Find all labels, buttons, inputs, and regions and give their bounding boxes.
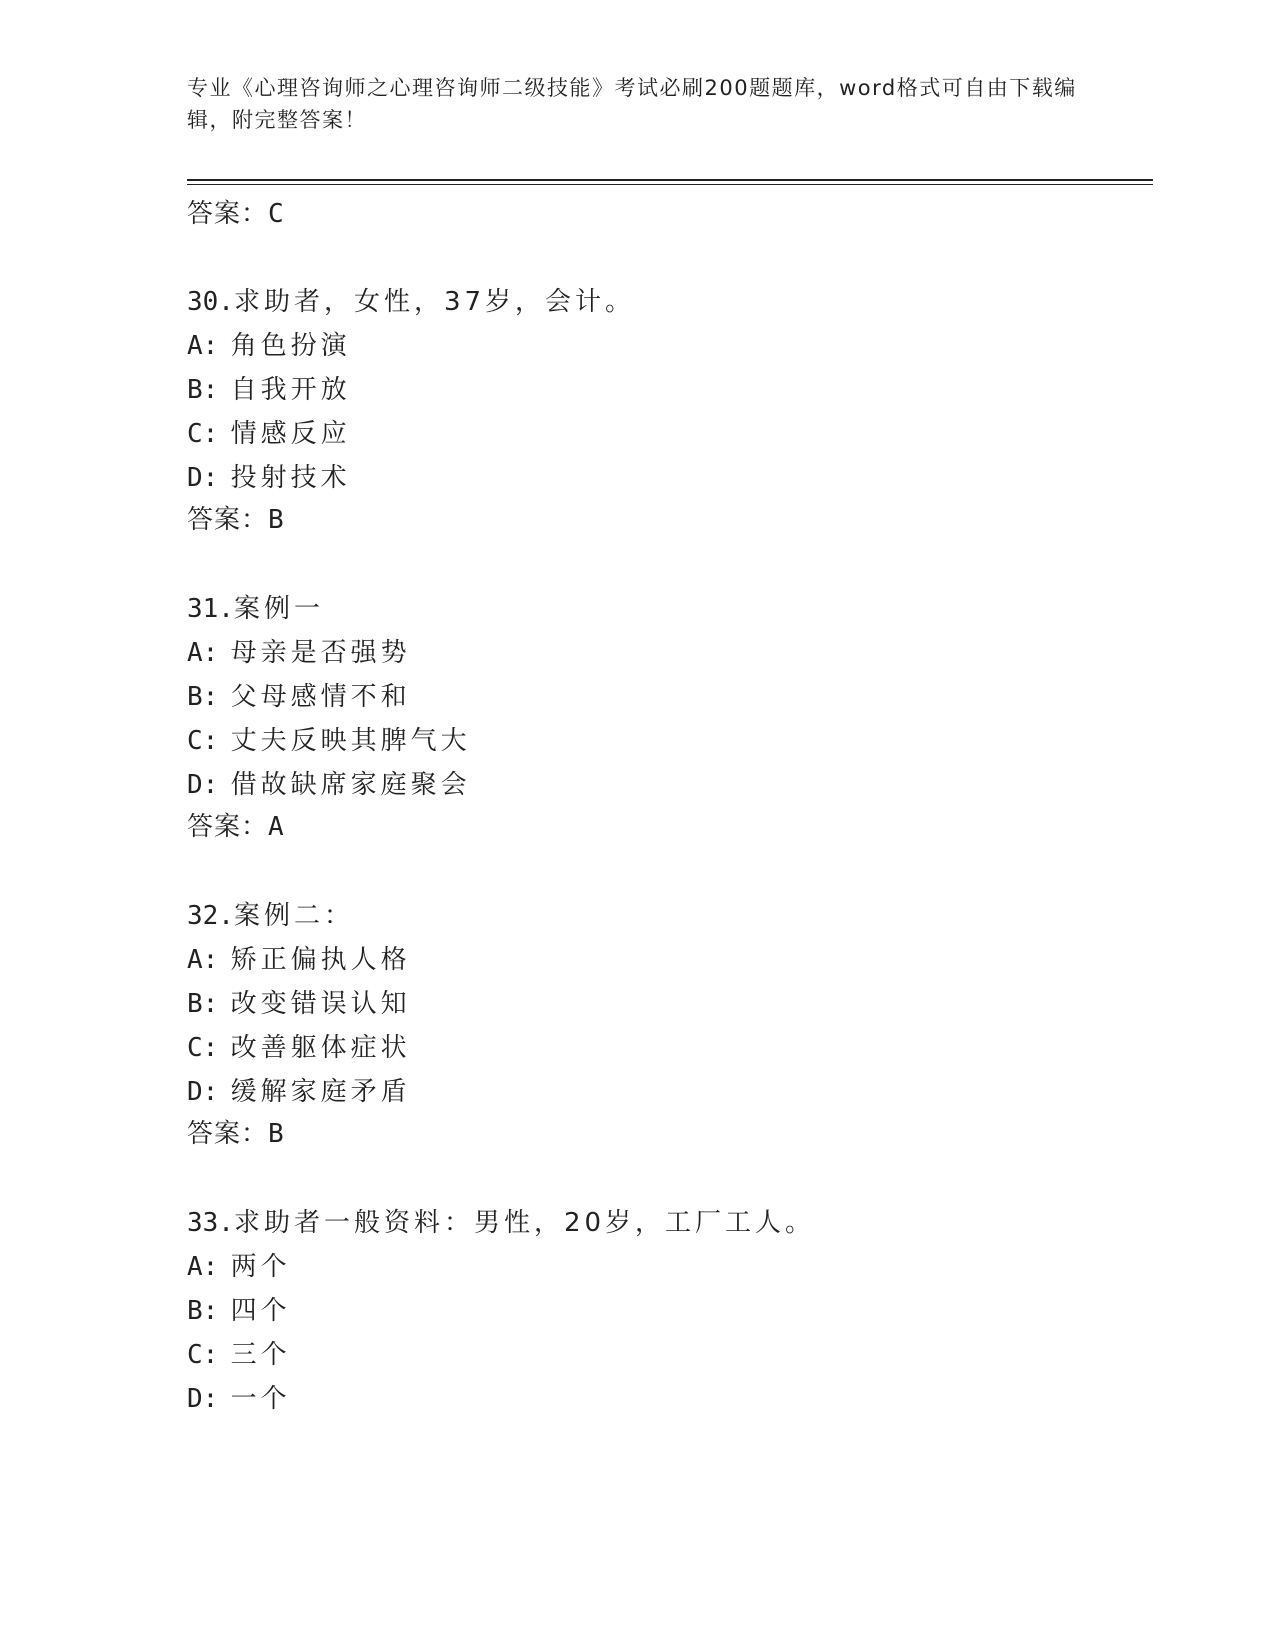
option-text: 借故缺席家庭聚会	[230, 770, 471, 800]
option-a	[187, 939, 411, 976]
option-key: B:	[187, 375, 219, 405]
answer-label: 答案：	[187, 199, 269, 229]
option-d	[187, 1378, 291, 1415]
option-b	[187, 983, 411, 1020]
option-key: C:	[187, 1340, 219, 1370]
option-a	[187, 325, 351, 362]
option-text: 自我开放	[230, 375, 351, 405]
option-key: B:	[187, 682, 219, 712]
answer-label: 答案：	[187, 1119, 269, 1149]
option-b	[187, 676, 411, 713]
option-b	[187, 1290, 291, 1327]
option-text: 角色扮演	[230, 331, 351, 361]
option-text: 矫正偏执人格	[230, 945, 411, 975]
header-rule-thin	[187, 184, 1153, 185]
option-text: 三个	[230, 1340, 291, 1370]
question-stem	[187, 281, 635, 318]
question-stem	[187, 1202, 815, 1239]
option-a	[187, 1246, 291, 1283]
answer-line	[187, 499, 285, 536]
question-text: 求助者，女性，37岁，会计。	[233, 287, 636, 317]
option-text: 投射技术	[230, 463, 351, 493]
option-text: 情感反应	[230, 419, 351, 449]
question-text: 案例二：	[233, 901, 354, 931]
answer-line	[187, 193, 285, 230]
question-number: 31.	[187, 594, 234, 624]
option-key: D:	[187, 463, 219, 493]
question-stem	[187, 588, 324, 625]
option-a	[187, 632, 411, 669]
header-rule	[187, 179, 1153, 181]
option-text: 母亲是否强势	[230, 638, 411, 668]
answer-label: 答案：	[187, 812, 269, 842]
option-key: A:	[187, 945, 219, 975]
option-key: D:	[187, 770, 219, 800]
option-key: D:	[187, 1077, 219, 1107]
question-number: 32.	[187, 901, 234, 931]
option-c	[187, 1027, 411, 1064]
question-number: 30.	[187, 287, 234, 317]
option-key: A:	[187, 1252, 219, 1282]
answer-label: 答案：	[187, 505, 269, 535]
option-key: C:	[187, 726, 219, 756]
option-c	[187, 413, 351, 450]
option-key: B:	[187, 989, 219, 1019]
option-text: 四个	[230, 1296, 291, 1326]
question-number: 33.	[187, 1208, 234, 1238]
option-text: 改善躯体症状	[230, 1033, 411, 1063]
answer-value: C	[268, 199, 285, 229]
option-key: B:	[187, 1296, 219, 1326]
question-text: 求助者一般资料：男性，20岁，工厂工人。	[233, 1208, 816, 1238]
option-key: D:	[187, 1384, 219, 1414]
answer-line	[187, 1113, 285, 1150]
option-key: A:	[187, 638, 219, 668]
option-d	[187, 764, 471, 801]
answer-value: A	[268, 812, 285, 842]
option-c	[187, 1334, 291, 1371]
option-d	[187, 1071, 411, 1108]
option-c	[187, 720, 471, 757]
question-stem	[187, 895, 354, 932]
option-text: 丈夫反映其脾气大	[230, 726, 471, 756]
document-header: 专业《心理咨询师之心理咨询师二级技能》考试必刷200题题库，word格式可自由下载编辑，附完整答案！	[187, 76, 1077, 132]
answer-value: B	[268, 505, 285, 535]
option-text: 两个	[230, 1252, 291, 1282]
answer-value: B	[268, 1119, 285, 1149]
question-text: 案例一	[233, 594, 324, 624]
option-key: C:	[187, 419, 219, 449]
option-d	[187, 457, 351, 494]
option-key: A:	[187, 331, 219, 361]
answer-line	[187, 806, 285, 843]
option-text: 父母感情不和	[230, 682, 411, 712]
option-text: 改变错误认知	[230, 989, 411, 1019]
option-text: 缓解家庭矛盾	[230, 1077, 411, 1107]
option-text: 一个	[230, 1384, 291, 1414]
option-b	[187, 369, 351, 406]
option-key: C:	[187, 1033, 219, 1063]
